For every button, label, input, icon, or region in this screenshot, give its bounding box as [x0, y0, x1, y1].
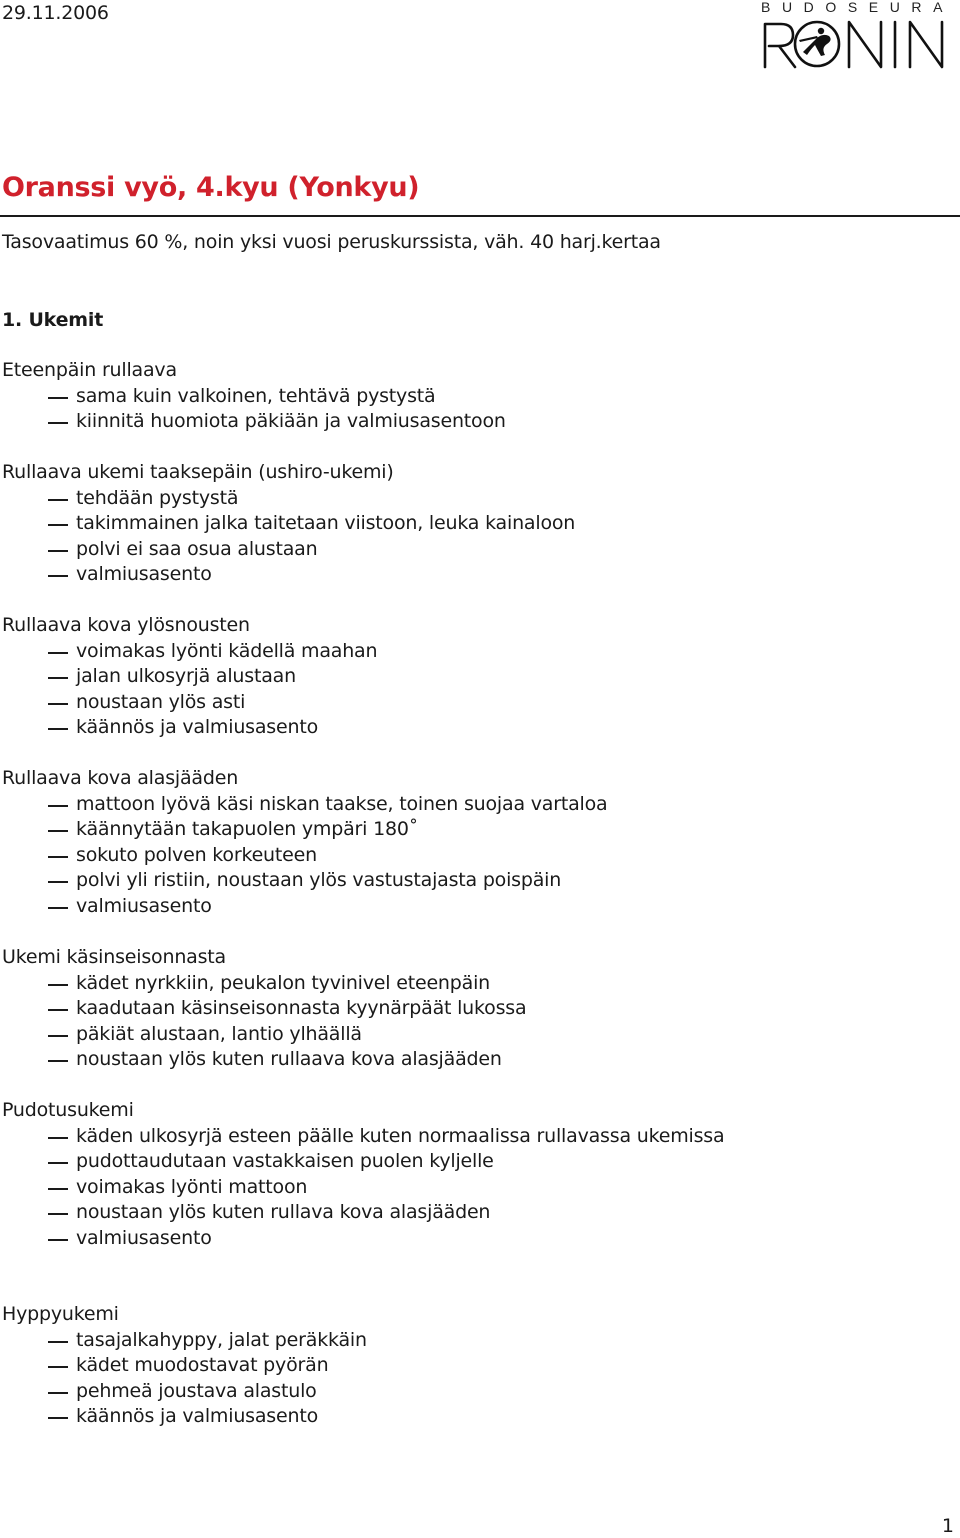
list-item: kädet nyrkkiin, peukalon tyvinivel eteenpäin	[2, 971, 526, 997]
ukemi-group	[2, 358, 506, 435]
list-item: käännös ja valmiusasento	[2, 1404, 367, 1430]
section-heading: 1. Ukemit	[2, 309, 104, 331]
dash-bullet	[48, 1239, 68, 1241]
list-item: käännytään takapuolen ympäri 180˚	[2, 817, 607, 843]
dash-bullet	[48, 805, 68, 807]
dash-bullet	[48, 524, 68, 526]
dash-bullet	[48, 1009, 68, 1011]
dash-bullet	[48, 1060, 68, 1062]
document-date: 29.11.2006	[2, 2, 109, 24]
logo-tagline: BUDOSEURA	[761, 0, 955, 15]
dash-bullet	[48, 422, 68, 424]
title-divider	[0, 215, 960, 217]
dash-bullet	[48, 1417, 68, 1419]
dash-bullet	[48, 575, 68, 577]
dash-bullet	[48, 1137, 68, 1139]
ukemi-group	[2, 1302, 367, 1430]
dash-bullet	[48, 1213, 68, 1215]
list-item: tasajalkahyppy, jalat peräkkäin	[2, 1328, 367, 1354]
group-title: Rullaava ukemi taaksepäin (ushiro-ukemi)	[2, 461, 394, 483]
list-item: valmiusasento	[2, 1226, 724, 1252]
dash-bullet	[48, 1188, 68, 1190]
dash-bullet	[48, 984, 68, 986]
list-item: käännös ja valmiusasento	[2, 715, 377, 741]
list-item: kaadutaan käsinseisonnasta kyynärpäät lukossa	[2, 996, 526, 1022]
list-item: takimmainen jalka taitetaan viistoon, leuka kainaloon	[2, 511, 575, 537]
ukemi-group	[2, 766, 607, 919]
list-item: pudottaudutaan vastakkaisen puolen kyljelle	[2, 1149, 724, 1175]
group-title: Rullaava kova alasjääden	[2, 767, 239, 789]
dash-bullet	[48, 1035, 68, 1037]
dash-bullet	[48, 397, 68, 399]
group-title: Eteenpäin rullaava	[2, 359, 177, 381]
dash-bullet	[48, 1392, 68, 1394]
list-item: noustaan ylös asti	[2, 690, 377, 716]
list-item: sama kuin valkoinen, tehtävä pystystä	[2, 384, 506, 410]
list-item: sokuto polven korkeuteen	[2, 843, 607, 869]
requirement-note: Tasovaatimus 60 %, noin yksi vuosi peruskurssista, väh. 40 harj.kertaa	[2, 231, 661, 253]
list-item: voimakas lyönti mattoon	[2, 1175, 724, 1201]
dash-bullet	[48, 1162, 68, 1164]
dash-bullet	[48, 1366, 68, 1368]
list-item: voimakas lyönti kädellä maahan	[2, 639, 377, 665]
group-title: Hyppyukemi	[2, 1303, 119, 1325]
list-item: pehmeä joustava alastulo	[2, 1379, 367, 1405]
dash-bullet	[48, 728, 68, 730]
list-item: kiinnitä huomiota päkiään ja valmiusasentoon	[2, 409, 506, 435]
ukemi-group	[2, 613, 377, 741]
group-title: Rullaava kova ylösnousten	[2, 614, 250, 636]
list-item: jalan ulkosyrjä alustaan	[2, 664, 377, 690]
dash-bullet	[48, 881, 68, 883]
list-item: valmiusasento	[2, 562, 575, 588]
list-item: päkiät alustaan, lantio ylhäällä	[2, 1022, 526, 1048]
ukemi-group	[2, 1098, 724, 1251]
budoseura-ronin-logo	[755, 0, 960, 74]
page-number: 1	[941, 1515, 954, 1537]
list-item: kädet muodostavat pyörän	[2, 1353, 367, 1379]
list-item: polvi yli ristiin, noustaan ylös vastustajasta poispäin	[2, 868, 607, 894]
dash-bullet	[48, 907, 68, 909]
dash-bullet	[48, 703, 68, 705]
list-item: mattoon lyövä käsi niskan taakse, toinen suojaa vartaloa	[2, 792, 607, 818]
group-title: Ukemi käsinseisonnasta	[2, 946, 226, 968]
list-item: käden ulkosyrjä esteen päälle kuten normaalissa rullavassa ukemissa	[2, 1124, 724, 1150]
ukemi-group	[2, 460, 575, 588]
list-item: noustaan ylös kuten rullaava kova alasjääden	[2, 1047, 526, 1073]
dash-bullet	[48, 652, 68, 654]
dash-bullet	[48, 550, 68, 552]
list-item: noustaan ylös kuten rullava kova alasjääden	[2, 1200, 724, 1226]
list-item: tehdään pystystä	[2, 486, 575, 512]
ukemi-group	[2, 945, 526, 1073]
dash-bullet	[48, 1341, 68, 1343]
dash-bullet	[48, 499, 68, 501]
list-item: valmiusasento	[2, 894, 607, 920]
list-item: polvi ei saa osua alustaan	[2, 537, 575, 563]
dash-bullet	[48, 830, 68, 832]
dash-bullet	[48, 677, 68, 679]
page-title: Oranssi vyö, 4.kyu (Yonkyu)	[2, 172, 420, 203]
dash-bullet	[48, 856, 68, 858]
ronin-wordmark-graphic	[755, 0, 960, 74]
group-title: Pudotusukemi	[2, 1099, 134, 1121]
